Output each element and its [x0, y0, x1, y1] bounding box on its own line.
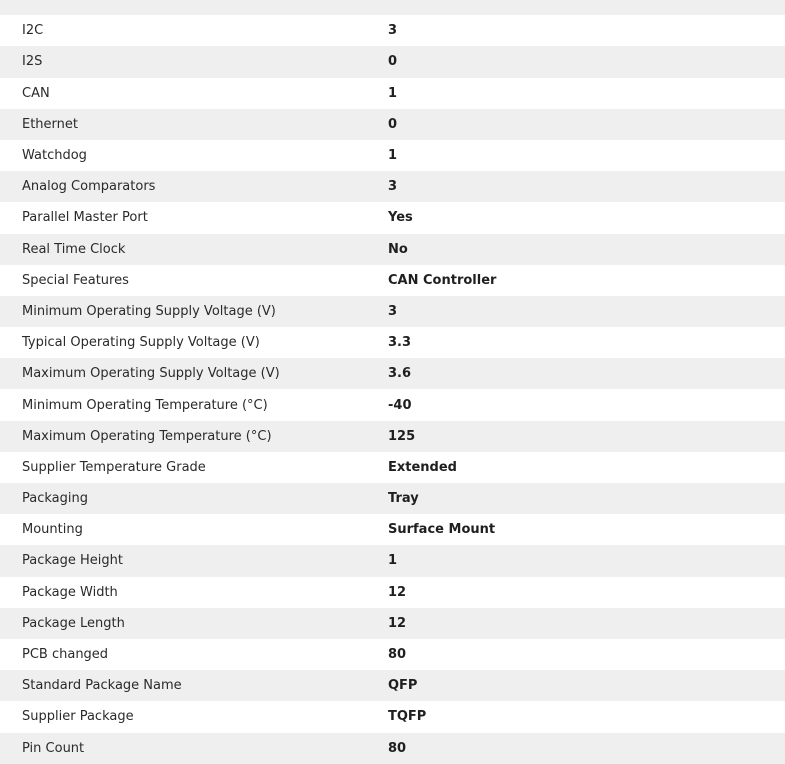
spec-label: PCB changed [22, 647, 109, 663]
spec-label: Supplier Package [22, 709, 134, 725]
spec-row-i2s [0, 46, 785, 77]
spec-value: 125 [388, 428, 416, 444]
spec-value: -40 [388, 397, 412, 413]
spec-label: Package Width [22, 584, 118, 600]
spec-value: TQFP [388, 709, 427, 725]
spec-value: CAN Controller [388, 272, 497, 288]
spec-value: Extended [388, 459, 457, 475]
spec-label: I2C [22, 23, 44, 39]
spec-row-packaging [0, 483, 785, 514]
spec-row-typical-supply-voltage [0, 327, 785, 358]
spec-row-parallel-master-port [0, 202, 785, 233]
spec-row-min-operating-temperature [0, 389, 785, 420]
spec-row-max-supply-voltage [0, 358, 785, 389]
spec-value: 1 [388, 85, 398, 101]
spec-value: Surface Mount [388, 522, 496, 538]
spec-value: 0 [388, 116, 398, 132]
spec-value: 3 [388, 303, 398, 319]
spec-row-partial [0, 0, 785, 15]
spec-label: Pin Count [22, 740, 85, 756]
spec-row-min-supply-voltage [0, 296, 785, 327]
spec-label: Package Height [22, 553, 123, 569]
spec-value: 1 [388, 148, 398, 164]
spec-value: 80 [388, 740, 407, 756]
spec-label: Maximum Operating Supply Voltage (V) [22, 366, 280, 382]
spec-value: 3 [388, 23, 398, 39]
spec-row-pcb-changed [0, 639, 785, 670]
spec-row-package-height [0, 545, 785, 576]
spec-row-package-width [0, 577, 785, 608]
spec-value: 3.3 [388, 335, 412, 351]
spec-value: 0 [388, 54, 398, 70]
spec-value: No [388, 241, 408, 257]
spec-row-pin-count [0, 733, 785, 764]
spec-label: Real Time Clock [22, 241, 126, 257]
spec-row-special-features [0, 265, 785, 296]
spec-label: Maximum Operating Temperature (°C) [22, 428, 272, 444]
spec-value: 3.6 [388, 366, 412, 382]
spec-label: Minimum Operating Temperature (°C) [22, 397, 268, 413]
spec-row-max-operating-temperature [0, 421, 785, 452]
spec-label: I2S [22, 54, 43, 70]
spec-row-standard-package-name [0, 670, 785, 701]
spec-label: Standard Package Name [22, 678, 182, 694]
spec-value: Tray [388, 491, 419, 507]
spec-row-i2c [0, 15, 785, 46]
spec-value: 12 [388, 584, 407, 600]
spec-row-package-length [0, 608, 785, 639]
spec-label: CAN [22, 85, 50, 101]
spec-label: Minimum Operating Supply Voltage (V) [22, 303, 276, 319]
spec-label: Supplier Temperature Grade [22, 459, 206, 475]
spec-value: 1 [388, 553, 398, 569]
spec-value: 3 [388, 179, 398, 195]
spec-label: Ethernet [22, 116, 78, 132]
spec-label: Special Features [22, 272, 129, 288]
spec-label: Analog Comparators [22, 179, 156, 195]
spec-label: Mounting [22, 522, 83, 538]
spec-label: Typical Operating Supply Voltage (V) [22, 335, 260, 351]
spec-row-supplier-temperature-grade [0, 452, 785, 483]
spec-value: 12 [388, 615, 407, 631]
spec-value: QFP [388, 678, 418, 694]
spec-value: Yes [388, 210, 413, 226]
spec-label: Parallel Master Port [22, 210, 148, 226]
spec-label: Package Length [22, 615, 125, 631]
spec-row-real-time-clock [0, 234, 785, 265]
spec-row-ethernet [0, 109, 785, 140]
spec-label: Watchdog [22, 148, 87, 164]
spec-row-supplier-package [0, 701, 785, 732]
spec-value: 80 [388, 647, 407, 663]
spec-row-watchdog [0, 140, 785, 171]
spec-label: Packaging [22, 491, 88, 507]
spec-row-can [0, 78, 785, 109]
spec-row-analog-comparators [0, 171, 785, 202]
spec-row-mounting [0, 514, 785, 545]
